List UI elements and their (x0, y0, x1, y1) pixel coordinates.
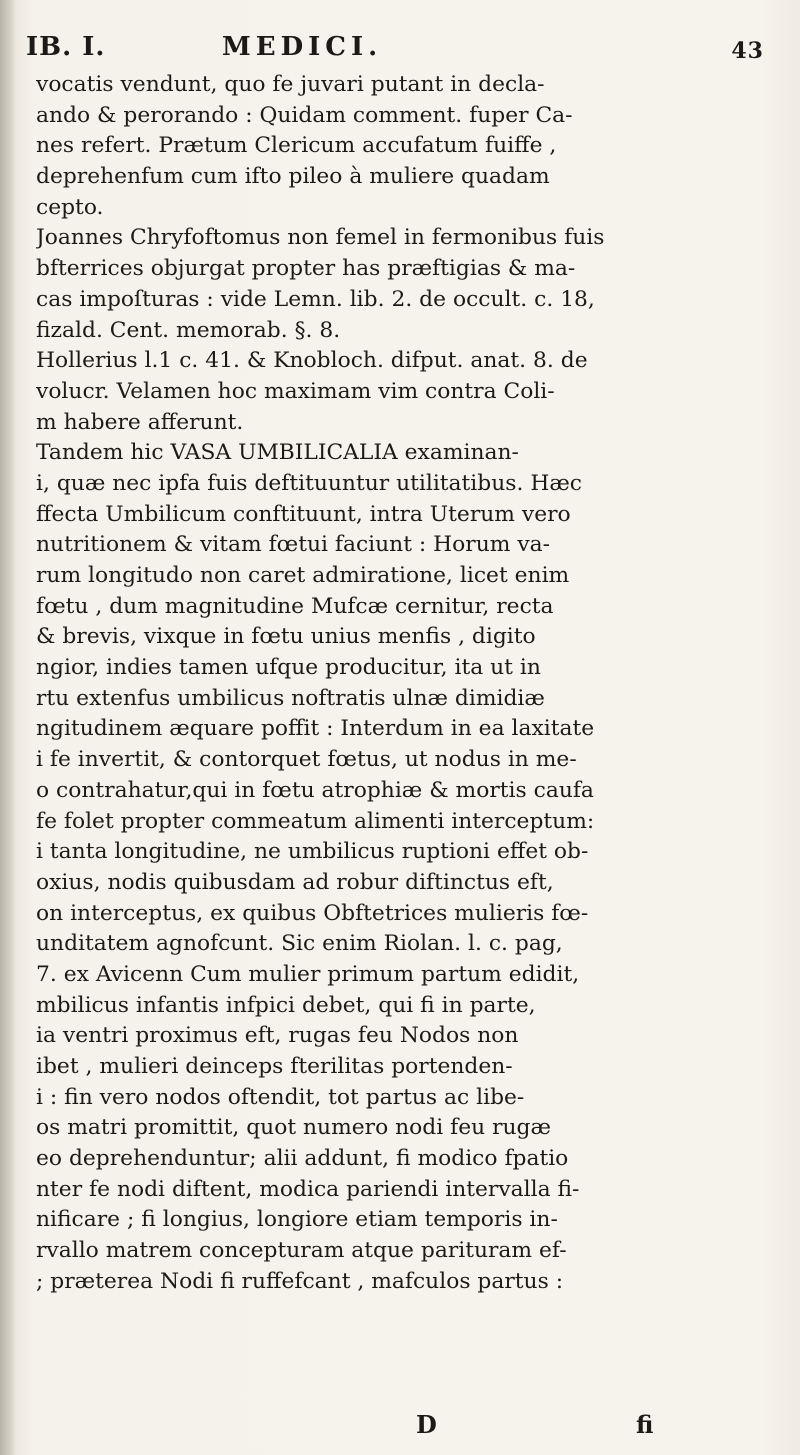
text-line: vocatis vendunt, quo fe juvari putant in decla- (36, 72, 545, 97)
text-line: cas impoſturas : vide Lemn. lib. 2. de occult. c. 18, (36, 286, 595, 312)
text-line: Hollerius l.1 c. 41. & Knobloch. difput. anat. 8. de (36, 348, 588, 374)
text-line: & brevis, vixque in fœtu unius menfis , digito (36, 624, 536, 650)
text-line: nter fe nodi diftent, modica pariendi intervalla fi- (36, 1176, 580, 1202)
text-line: m habere afferunt. (36, 409, 244, 435)
text-line: os matri promittit, quot numero nodi feu rugæ (36, 1115, 551, 1141)
text-line: deprehenfum cum ifto pileo à muliere quadam (36, 164, 550, 190)
text-line: i tanta longitudine, ne umbilicus ruptioni effet ob- (36, 839, 589, 865)
text-line: i : fin vero nodos oftendit, tot partus ac libe- (36, 1084, 525, 1110)
text-line: ibet , mulieri deinceps fterilitas portenden- (36, 1054, 513, 1079)
text-line: Joannes Chryfoftomus non femel in fermonibus fuis (36, 225, 605, 251)
body-text (36, 70, 764, 1298)
text-line: i fe invertit, & contorquet fœtus, ut nodus in me- (36, 747, 577, 773)
text-line: Tandem hic VASA UMBILICALIA examinan- (36, 440, 519, 466)
signature-mark: D (416, 1410, 437, 1439)
text-line: nes refert. Prætum Clericum accufatum fuiffe , (36, 133, 557, 159)
catchword: fi (636, 1410, 654, 1439)
text-line: ngior, indies tamen ufque producitur, ita ut in (36, 655, 541, 681)
page-footer (36, 1410, 764, 1442)
text-line: o contrahatur,qui in fœtu atrophiæ & mortis caufa (36, 777, 594, 803)
text-line: fizald. Cent. memorab. §. 8. (36, 317, 341, 343)
text-line: ; præterea Nodi fi ruffefcant , mafculos partus : (36, 1268, 564, 1294)
text-line: cepto. (36, 194, 104, 220)
text-line: rtu extenfus umbilicus noftratis ulnæ dimidiæ (36, 685, 545, 711)
header-book-number: IB. I. (26, 32, 106, 62)
text-line: fœtu , dum magnitudine Mufcæ cernitur, recta (36, 593, 554, 619)
page-number: 43 (731, 38, 764, 64)
text-line: on interceptus, ex quibus Obftetrices mulieris fœ- (36, 900, 589, 926)
text-line: ia ventri proximus eft, rugas feu Nodos non (36, 1023, 519, 1049)
text-line: volucr. Velamen hoc maximam vim contra Coli- (36, 378, 555, 404)
text-line: rvallo matrem concepturam atque parituram ef- (36, 1238, 567, 1264)
page-gutter-shadow (0, 0, 16, 1455)
running-header (26, 28, 770, 68)
text-line: nificare ; fi longius, longiore etiam temporis in- (36, 1207, 558, 1233)
text-line: nutritionem & vitam fœtui faciunt : Horum va- (36, 532, 551, 558)
text-line: i, quæ nec ipfa fuis deftituuntur utilitatibus. Hæc (36, 470, 583, 496)
text-line: unditatem agnofcunt. Sic enim Riolan. l. c. pag, (36, 931, 563, 957)
text-line: ando & perorando : Quidam comment. fuper Ca- (36, 102, 573, 128)
text-line: eo deprehenduntur; alii addunt, fi modico fpatio (36, 1146, 569, 1172)
text-line: rum longitudo non caret admiratione, licet enim (36, 563, 570, 588)
text-line: oxius, nodis quibusdam ad robur diftinctus eft, (36, 869, 554, 895)
text-line: fe folet propter commeatum alimenti interceptum: (36, 808, 595, 834)
text-line: ffecta Umbilicum conftituunt, intra Uterum vero (36, 501, 571, 527)
text-line: mbilicus infantis infpici debet, qui fi in parte, (36, 992, 536, 1018)
text-line: ngitudinem æquare poffit : Interdum in ea laxitate (36, 716, 595, 742)
text-line: 7. ex Avicenn Cum mulier primum partum edidit, (36, 961, 580, 987)
header-title: MEDICI. (222, 32, 383, 62)
text-line: bfterrices objurgat propter has præftigias & ma- (36, 256, 576, 282)
